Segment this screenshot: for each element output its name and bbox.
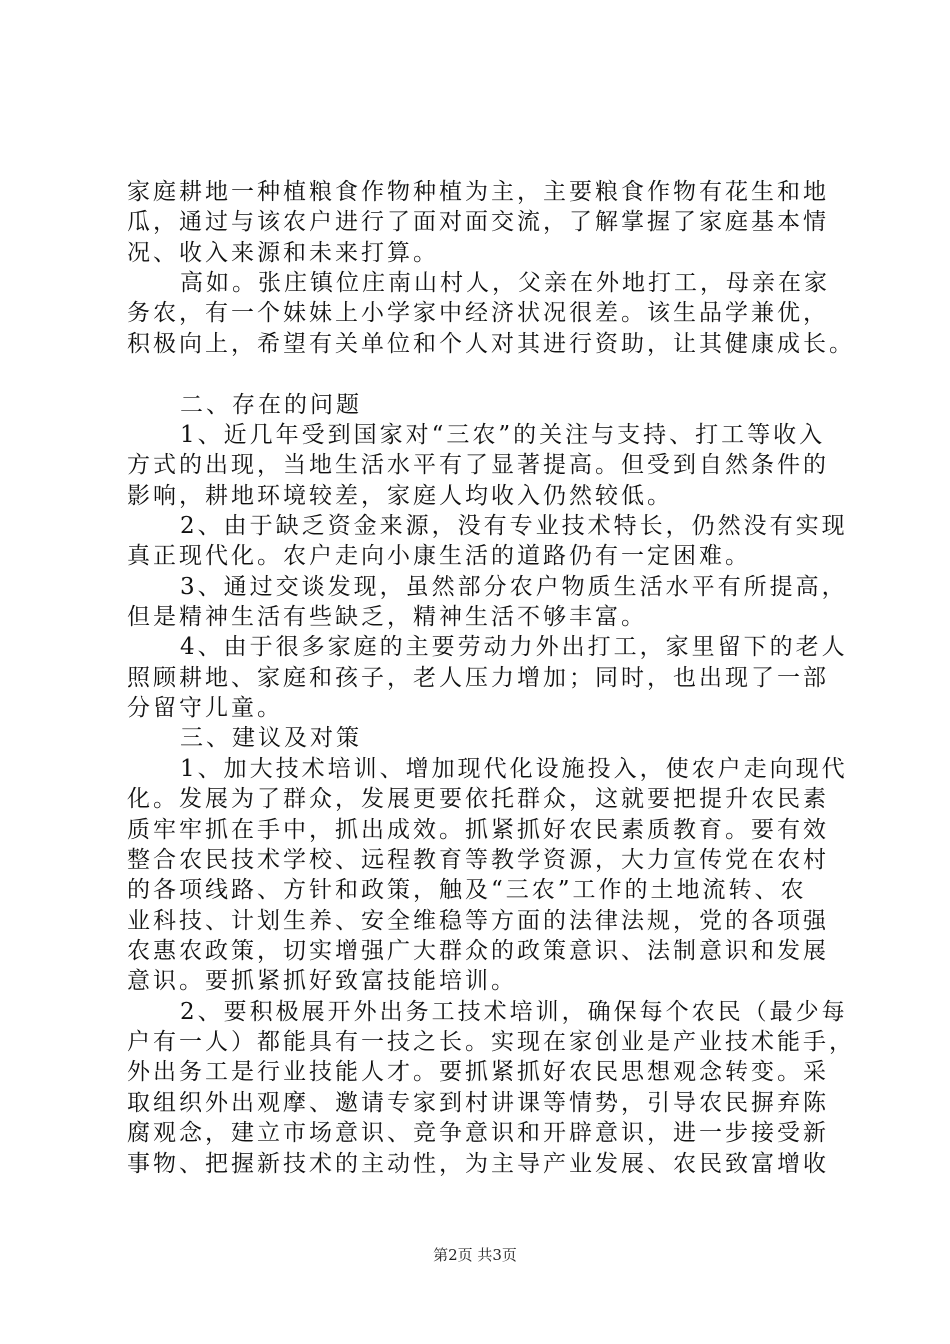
paragraph <box>127 268 855 359</box>
text-line: 分留守儿童。 <box>127 695 283 722</box>
text-line: 化。发展为了群众，发展更要依托群众，这就要把提升农民素 <box>127 786 829 813</box>
text-line: 意识。要抓紧抓好致富技能培训。 <box>127 968 517 995</box>
text-line: 质牢牢抓在手中，抓出成效。抓紧抓好农民素质教育。要有效 <box>127 816 829 843</box>
text-line: 三、建议及对策 <box>180 725 362 752</box>
text-line: 1、近几年受到国家对“三农”的关注与支持、打工等收入 <box>180 421 826 448</box>
text-line: 务农，有一个妹妹上小学家中经济状况很差。该生品学兼优， <box>127 300 829 327</box>
text-line: 影响，耕地环境较差，家庭人均收入仍然较低。 <box>127 482 673 509</box>
text-line: 况、收入来源和未来打算。 <box>127 239 439 266</box>
paragraph <box>127 420 847 511</box>
text-line: 方式的出现，当地生活水平有了显著提高。但受到自然条件的 <box>127 452 829 479</box>
text-line: 4、由于很多家庭的主要劳动力外出打工，家里留下的老人 <box>180 634 848 661</box>
paragraph <box>127 572 847 633</box>
text-line: 家庭耕地一种植粮食作物种植为主，主要粮食作物有花生和地 <box>127 179 829 205</box>
paragraph <box>127 511 847 572</box>
text-line: 取组织外出观摩、邀请专家到村讲课等情势，引导农民摒弃陈 <box>127 1089 829 1116</box>
text-line: 1、加大技术培训、增加现代化设施投入，使农户走向现代 <box>180 755 848 782</box>
text-line: 积极向上，希望有关单位和个人对其进行资助，让其健康成长。 <box>127 330 855 357</box>
text-line: 事物、把握新技术的主动性，为主导产业发展、农民致富增收 <box>127 1150 829 1177</box>
blank-line <box>127 359 847 389</box>
text-line: 2、要积极展开外出务工技术培训，确保每个农民（最少每 <box>180 998 848 1025</box>
text-line: 的各项线路、方针和政策，触及“三农”工作的土地流转、农 <box>127 877 807 904</box>
text-line: 整合农民技术学校、远程教育等教学资源，大力宣传党在农村 <box>127 846 829 873</box>
paragraph <box>127 754 847 997</box>
text-line: 但是精神生活有些缺乏，精神生活不够丰富。 <box>127 604 647 631</box>
text-line: 业科技、计划生养、安全维稳等方面的法律法规，党的各项强 <box>127 907 829 934</box>
section-heading <box>127 723 847 753</box>
section-heading <box>127 390 847 420</box>
text-line: 高如。张庄镇位庄南山村人，父亲在外地打工，母亲在家 <box>180 270 830 297</box>
paragraph <box>127 632 847 723</box>
text-line: 3、通过交谈发现，虽然部分农户物质生活水平有所提高， <box>180 573 848 600</box>
text-line: 腐观念，建立市场意识、竞争意识和开辟意识，进一步接受新 <box>127 1120 829 1147</box>
text-line: 2、由于缺乏资金来源，没有专业技术特长，仍然没有实现 <box>180 512 848 539</box>
text-line: 户有一人）都能具有一技之长。实现在家创业是产业技术能手， <box>127 1029 855 1056</box>
document-body <box>127 177 855 1179</box>
text-line: 瓜，通过与该农户进行了面对面交流，了解掌握了家庭基本情 <box>127 209 829 236</box>
text-line: 外出务工是行业技能人才。要抓紧抓好农民思想观念转变。采 <box>127 1059 829 1086</box>
paragraph <box>127 177 847 268</box>
text-line: 二、存在的问题 <box>180 391 362 418</box>
text-line: 真正现代化。农户走向小康生活的道路仍有一定困难。 <box>127 543 751 570</box>
text-line: 农惠农政策，切实增强广大群众的政策意识、法制意识和发展 <box>127 937 829 964</box>
text-line: 照顾耕地、家庭和孩子，老人压力增加；同时，也出现了一部 <box>127 664 829 691</box>
page-footer: 第2页 共3页 <box>433 1246 517 1264</box>
paragraph <box>127 997 855 1179</box>
